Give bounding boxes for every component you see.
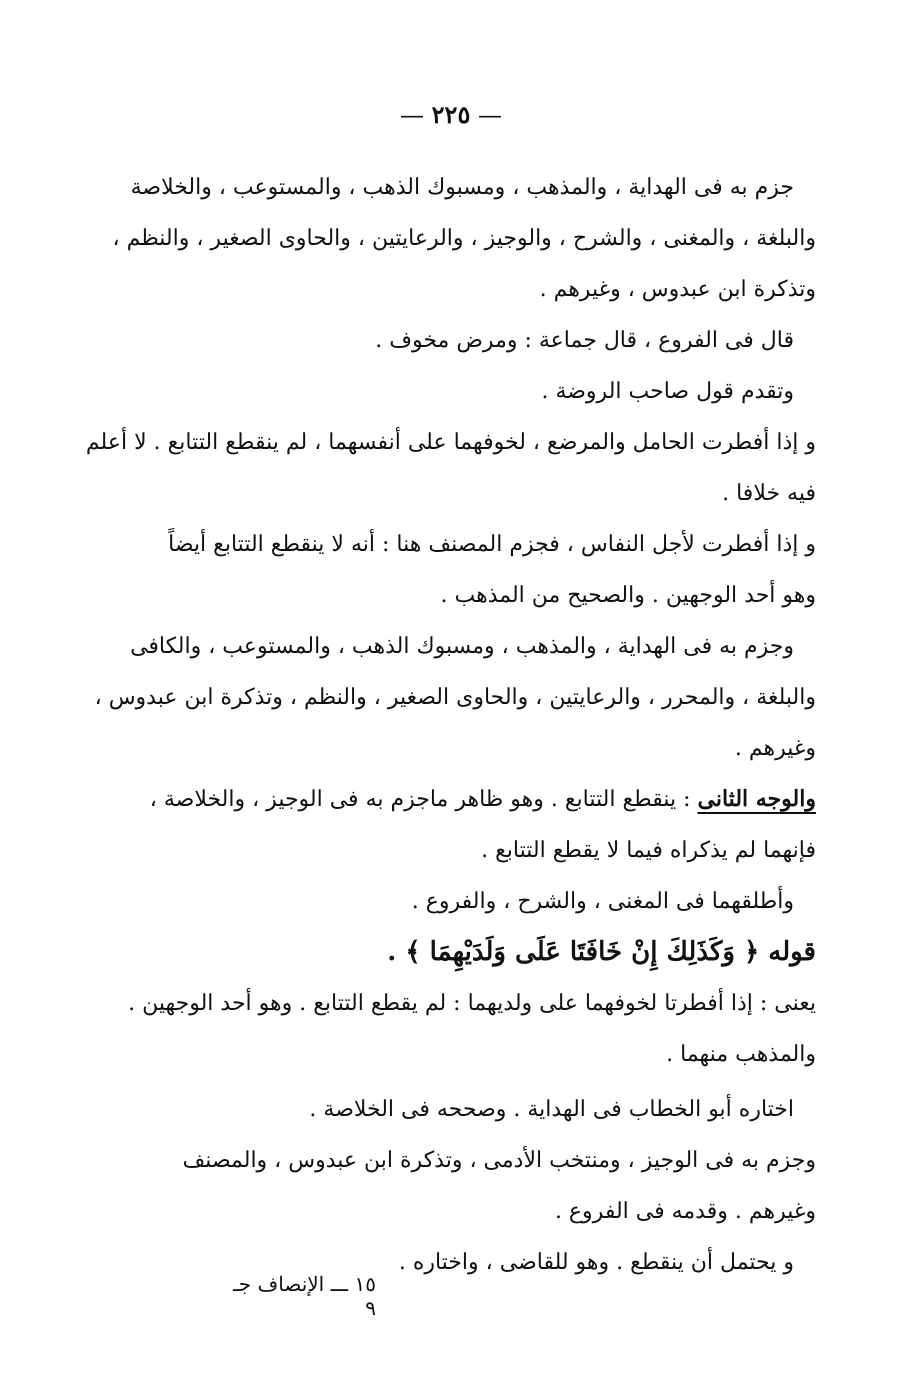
text-line-17: يعنى : إذا أفطرتا لخوفهما على ولديهما : لم يقطع التتابع . وهو أحد الوجهين . bbox=[128, 991, 816, 1016]
text-line-8: و إذا أفطرت لأجل النفاس ، فجزم المصنف هنا : أنه لا ينقطع التتابع أيضاً bbox=[168, 532, 816, 557]
text-line-10: وجزم به فى الهداية ، والمذهب ، ومسبوك الذهب ، والمستوعب ، والكافى bbox=[130, 634, 794, 659]
second-aspect-heading: والوجه الثانى bbox=[697, 786, 816, 812]
text-line-9: وهو أحد الوجهين . والصحيح من المذهب . bbox=[440, 583, 816, 608]
text-line-13 bbox=[149, 774, 816, 825]
text-line-14: فإنهما لم يذكراه فيما لا يقطع التتابع . bbox=[481, 838, 816, 863]
text-line-5: وتقدم قول صاحب الروضة . bbox=[541, 379, 794, 404]
page-number-value: ٢٢٥ bbox=[431, 100, 471, 129]
text-line-3: وتذكرة ابن عبدوس ، وغيرهم . bbox=[539, 277, 816, 302]
text-line-11: والبلغة ، والمحرر ، والرعايتين ، والحاوى الصغير ، والنظم ، وتذكرة ابن عبدوس ، bbox=[94, 685, 816, 710]
quran-verse: ﴿ وَكَذَلِكَ إِنْ خَافَتَا عَلَى وَلَدَيْهِمَا ﴾ . bbox=[387, 937, 760, 967]
text-line-22: و يحتمل أن ينقطع . وهو للقاضى ، واختاره . bbox=[398, 1250, 794, 1275]
text-line-2: والبلغة ، والمغنى ، والشرح ، والوجيز ، والرعايتين ، والحاوى الصغير ، والنظم ، bbox=[112, 226, 816, 251]
text-line-1: جزم به فى الهداية ، والمذهب ، ومسبوك الذهب ، والمستوعب ، والخلاصة bbox=[130, 175, 794, 200]
text-line-21: وغيرهم . وقدمه فى الفروع . bbox=[554, 1199, 816, 1224]
quote-label: قوله bbox=[768, 937, 816, 967]
text-line-15: وأطلقهما فى المغنى ، والشرح ، والفروع . bbox=[411, 889, 794, 914]
page-body bbox=[85, 162, 816, 1288]
text-line-6: و إذا أفطرت الحامل والمرضع ، لخوفهما على أنفسهما ، لم ينقطع التتابع . لا أعلم bbox=[85, 430, 816, 455]
signature-footer: ١٥ ـــ الإنصاف جـ ٩ bbox=[232, 1272, 376, 1320]
quran-quote-line bbox=[188, 927, 816, 978]
text-line-18: والمذهب منهما . bbox=[666, 1042, 816, 1067]
text-line-20: وجزم به فى الوجيز ، ومنتخب الأدمى ، وتذكرة ابن عبدوس ، والمصنف bbox=[182, 1148, 816, 1173]
second-aspect-text: : ينقطع التتابع . وهو ظاهر ماجزم به فى الوجيز ، والخلاصة ، bbox=[149, 787, 691, 812]
text-line-19: اختاره أبو الخطاب فى الهداية . وصححه فى الخلاصة . bbox=[309, 1097, 794, 1122]
text-line-12: وغيرهم . bbox=[734, 736, 816, 761]
page-number: — ٢٢٥ — bbox=[400, 100, 502, 129]
text-line-7: فيه خلافا . bbox=[722, 481, 816, 506]
text-line-4: قال فى الفروع ، قال جماعة : ومرض مخوف . bbox=[375, 328, 794, 353]
